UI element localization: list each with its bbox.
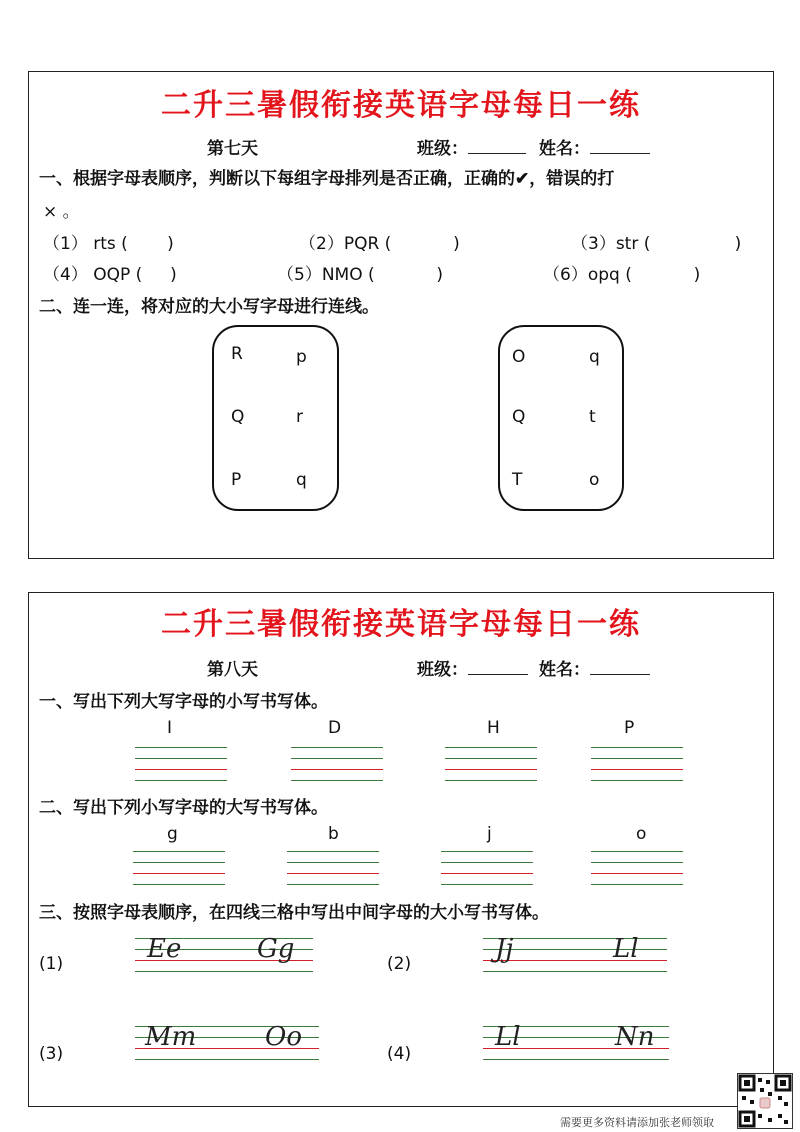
four-line-grid[interactable] (591, 851, 683, 887)
section2-instruction: 二、连一连，将对应的大小写字母进行连线。 (39, 297, 379, 317)
judge-item-2[interactable]: （2）PQR ( ) (299, 234, 460, 254)
day-label: 第八天 (207, 660, 258, 680)
name-label: 姓名： (539, 655, 650, 680)
match-letter[interactable]: R (231, 344, 243, 364)
worksheet-title: 二升三暑假衔接英语字母每日一练 (161, 88, 641, 123)
four-line-grid[interactable] (133, 851, 225, 887)
prompt-letter: o (636, 824, 647, 844)
exercise-label: (2) (387, 954, 412, 974)
match-letter[interactable]: r (296, 407, 303, 427)
worksheet-day8 (28, 592, 774, 1107)
handwritten-letters: Mm (145, 1022, 197, 1052)
qr-code-icon (738, 1074, 792, 1128)
judge-item-6[interactable]: （6）opq ( ) (543, 265, 701, 285)
handwritten-letters: Ll (495, 1022, 521, 1052)
prompt-letter: D (328, 718, 342, 738)
handwritten-letters: Jj (495, 934, 514, 964)
judge-item-4[interactable]: （4） OQP ( ) (43, 265, 177, 285)
match-letter[interactable]: q (589, 347, 600, 367)
four-line-grid[interactable] (287, 851, 379, 887)
match-letter[interactable]: q (296, 470, 307, 490)
match-letter[interactable]: T (512, 470, 523, 490)
match-letter[interactable]: Q (512, 407, 526, 427)
class-blank[interactable] (468, 139, 526, 154)
judge-item-5[interactable]: （5）NMO ( ) (277, 265, 444, 285)
four-line-grid[interactable] (591, 747, 683, 783)
footer-note: 需要更多资料请添加张老师领取 (560, 1116, 714, 1129)
worksheet-day7 (28, 71, 774, 559)
match-box-1 (212, 325, 339, 511)
exercise-label: (3) (39, 1044, 64, 1064)
four-line-grid[interactable] (135, 747, 227, 783)
section2-instruction: 二、写出下列小写字母的大写书写体。 (39, 798, 328, 818)
handwritten-letters: Gg (257, 934, 295, 964)
section1-instruction: 一、写出下列大写字母的小写书写体。 (39, 692, 328, 712)
name-blank[interactable] (590, 660, 650, 675)
prompt-letter: j (487, 824, 492, 844)
name-blank[interactable] (590, 139, 650, 154)
qr-code[interactable] (737, 1073, 793, 1129)
judge-item-1[interactable]: （1） rts ( ) (43, 234, 174, 254)
worksheet-title: 二升三暑假衔接英语字母每日一练 (161, 607, 641, 642)
class-label: 班级： (417, 655, 528, 680)
class-blank[interactable] (468, 660, 528, 675)
four-line-grid[interactable] (441, 851, 533, 887)
class-label: 班级： (417, 134, 526, 159)
match-letter[interactable]: p (296, 347, 307, 367)
exercise-label: (4) (387, 1044, 412, 1064)
handwritten-letters: Ee (147, 934, 182, 964)
prompt-letter: H (487, 718, 500, 738)
handwritten-letters: Ll (613, 934, 639, 964)
match-box-2 (498, 325, 624, 511)
section3-instruction: 三、按照字母表顺序，在四线三格中写出中间字母的大小写书写体。 (39, 903, 549, 923)
four-line-grid[interactable] (445, 747, 537, 783)
match-letter[interactable]: t (589, 407, 596, 427)
prompt-letter: g (167, 824, 178, 844)
prompt-letter: P (624, 718, 635, 738)
prompt-letter: I (167, 718, 173, 738)
exercise-label: (1) (39, 954, 64, 974)
four-line-grid[interactable] (291, 747, 383, 783)
handwritten-letters: Oo (265, 1022, 302, 1052)
day-label: 第七天 (207, 139, 258, 159)
handwritten-letters: Nn (615, 1022, 655, 1052)
judge-item-3[interactable]: （3）str ( ) (571, 234, 742, 254)
name-label: 姓名： (539, 134, 650, 159)
match-letter[interactable]: O (512, 347, 526, 367)
prompt-letter: b (328, 824, 339, 844)
match-letter[interactable]: Q (231, 407, 245, 427)
section1-instruction-cont: × 。 (43, 202, 80, 222)
match-letter[interactable]: o (589, 470, 600, 490)
match-letter[interactable]: P (231, 470, 242, 490)
section1-instruction: 一、根据字母表顺序，判断以下每组字母排列是否正确，正确的✔，错误的打 (39, 169, 615, 189)
